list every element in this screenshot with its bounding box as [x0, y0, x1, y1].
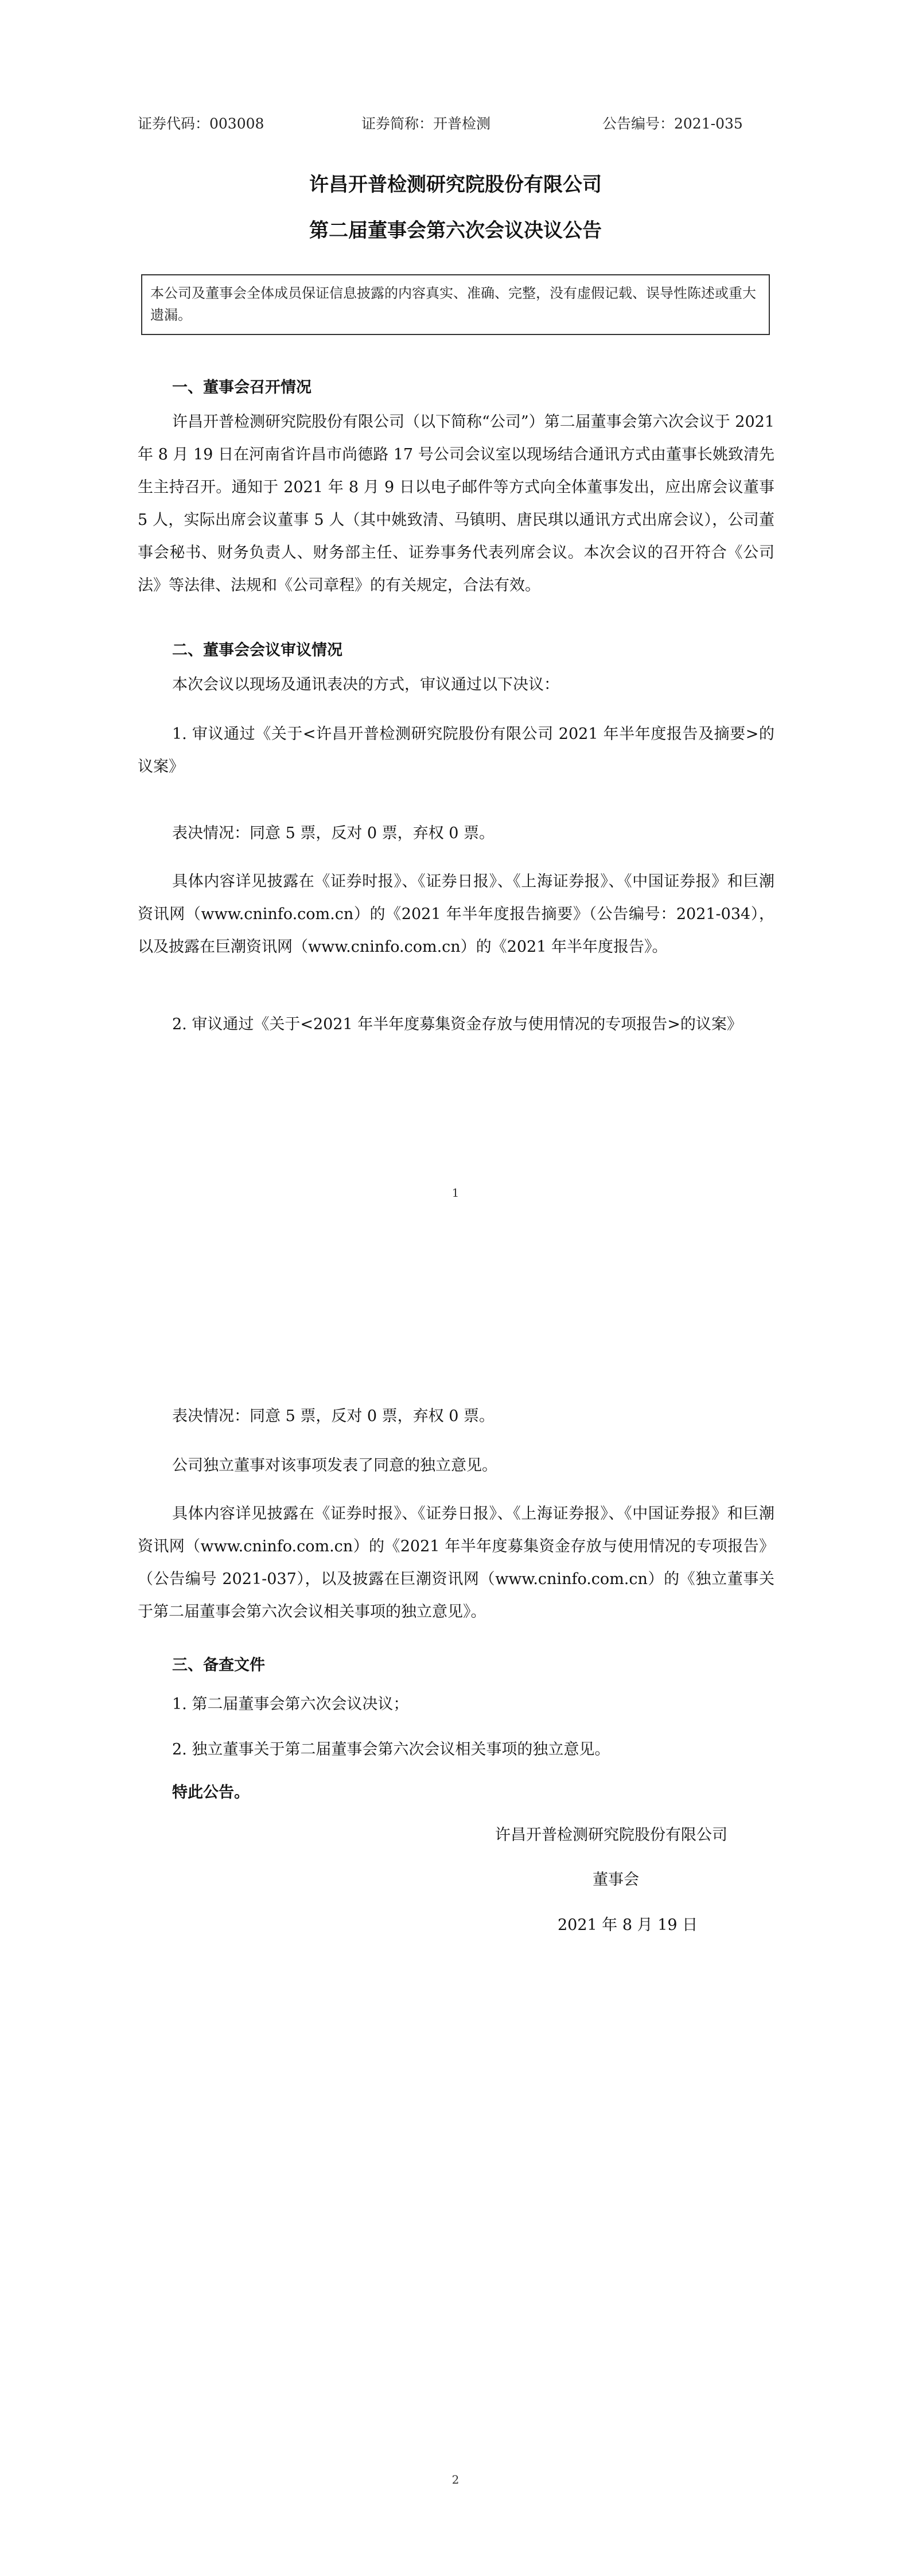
- stock-abbreviation: 证券简称：开普检测: [361, 115, 491, 132]
- item-1-title: 1. 审议通过《关于<许昌开普检测研究院股份有限公司 2021 年半年度报告及摘要>的议案》: [138, 725, 774, 776]
- item-2-title: 2. 审议通过《关于<2021 年半年度募集资金存放与使用情况的专项报告>的议案》: [172, 1015, 742, 1033]
- item-2-opinion: 公司独立董事对该事项发表了同意的独立意见。: [172, 1457, 497, 1474]
- reference-doc-2: 2. 独立董事关于第二届董事会第六次会议相关事项的独立意见。: [172, 1741, 610, 1758]
- section-1-heading: 一、董事会召开情况: [172, 379, 312, 396]
- announcement-number: 公告编号：2021-035: [602, 115, 743, 132]
- item-2-detail: 具体内容详见披露在《证券时报》、《证券日报》、《上海证券报》、《中国证券报》和巨潮资讯网（www.cninfo.com.cn）的《2021 年半年度募集资金存放与使用情况的专项报告》（公告编号 2021-037），以及披露在巨潮资讯网（www.cninfo.com.cn）的《独立董事关于第二届董事会第六次会议相关事项的独立意见》。: [138, 1505, 774, 1621]
- section-3-heading: 三、备查文件: [172, 1656, 265, 1674]
- section-2-intro: 本次会议以现场及通讯表决的方式，审议通过以下决议：: [172, 676, 559, 694]
- section-2-heading: 二、董事会会议审议情况: [172, 641, 342, 659]
- document-header: [138, 112, 774, 133]
- item-1-detail: 具体内容详见披露在《证券时报》、《证券日报》、《上海证券报》、《中国证券报》和巨潮资讯网（www.cninfo.com.cn）的《2021 年半年度报告摘要》（公告编号：2021-034），以及披露在巨潮资讯网（www.cninfo.com.cn）的《2021 年半年度报告》。: [138, 873, 774, 956]
- signature-company: 许昌开普检测研究院股份有限公司: [495, 1826, 727, 1844]
- page-number-2: 2: [451, 2473, 460, 2486]
- page-2: [0, 1288, 911, 2576]
- closing-statement: 特此公告。: [172, 1784, 250, 1801]
- announcement-title: 第二届董事会第六次会议决议公告: [309, 219, 602, 242]
- reference-doc-1: 1. 第二届董事会第六次会议决议；: [172, 1695, 409, 1713]
- signature-board: 董事会: [593, 1871, 639, 1889]
- section-1-paragraph: 许昌开普检测研究院股份有限公司（以下简称“公司”）第二届董事会第六次会议于 2021 年 8 月 19 日在河南省许昌市尚德路 17 号公司会议室以现场结合通讯方式由董事长姚致清先生主持召开。通知于 2021 年 8 月 9 日以电子邮件等方式向全体董事发出，应出席会议董事 5 人，实际出席会议董事 5 人（其中姚致清、马镇明、唐民琪以通讯方式出席会议），公司董事会秘书、财务负责人、财务部主任、证券事务代表列席会议。本次会议的召开符合《公司法》等法律、法规和《公司章程》的有关规定，合法有效。: [138, 413, 774, 594]
- signature-date: 2021 年 8 月 19 日: [558, 1916, 698, 1934]
- item-1-vote: 表决情况：同意 5 票，反对 0 票，弃权 0 票。: [172, 824, 495, 842]
- disclaimer-box: 本公司及董事会全体成员保证信息披露的内容真实、准确、完整，没有虚假记载、误导性陈述或重大遗漏。: [141, 274, 770, 335]
- page-number-1: 1: [451, 1186, 460, 1200]
- company-title: 许昌开普检测研究院股份有限公司: [309, 173, 602, 196]
- item-2-vote: 表决情况：同意 5 票，反对 0 票，弃权 0 票。: [172, 1407, 495, 1425]
- stock-code: 证券代码：003008: [138, 115, 264, 132]
